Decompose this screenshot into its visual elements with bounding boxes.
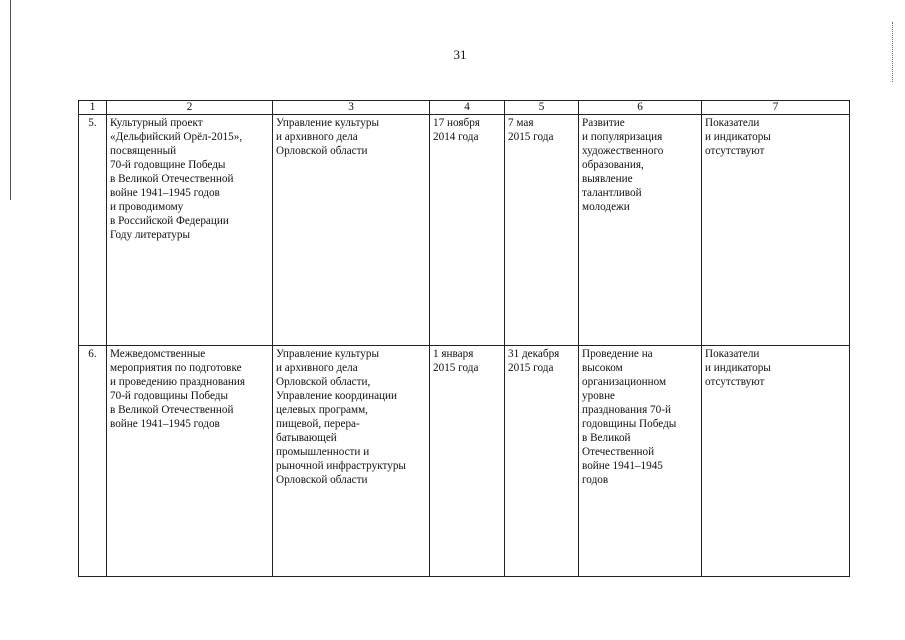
table-row — [79, 115, 850, 346]
start-date: 1 января 2015 года — [430, 346, 505, 577]
column-number: 3 — [273, 101, 430, 115]
page-number: 31 — [453, 47, 467, 62]
indicators: Показатели и индикаторы отсутствуют — [702, 346, 850, 577]
row-number: 6. — [79, 346, 107, 577]
column-number-row — [79, 101, 850, 115]
measure-name: Межведомственные мероприятия по подготовке и проведению празднования 70-й годовщины Победы в Великой Отечественной войне 1941–1945 годов — [107, 346, 273, 577]
column-number: 2 — [107, 101, 273, 115]
scan-edge-mark — [892, 22, 896, 82]
executor: Управление культуры и архивного дела Орловской области, Управление координации целевых программ, пищевой, перера- батывающей промышленности и рыночной инфраструктуры Орловской области — [273, 346, 430, 577]
column-number: 6 — [579, 101, 702, 115]
column-number: 5 — [505, 101, 579, 115]
expected-result: Развитие и популяризация художественного образования, выявление талантливой молодежи — [579, 115, 702, 346]
end-date: 7 мая 2015 года — [505, 115, 579, 346]
row-number: 5. — [79, 115, 107, 346]
executor: Управление культуры и архивного дела Орловской области — [273, 115, 430, 346]
measure-name: Культурный проект «Дельфийский Орёл-2015», посвященный 70-й годовщине Победы в Великой Отечественной войне 1941–1945 годов и проводимому в Российской Федерации Году литературы — [107, 115, 273, 346]
left-margin-rule — [10, 0, 11, 200]
measures-table — [78, 100, 850, 577]
column-number: 4 — [430, 101, 505, 115]
table-row — [79, 346, 850, 577]
start-date: 17 ноября 2014 года — [430, 115, 505, 346]
column-number: 1 — [79, 101, 107, 115]
end-date: 31 декабря 2015 года — [505, 346, 579, 577]
column-number: 7 — [702, 101, 850, 115]
expected-result: Проведение на высоком организационном уровне празднования 70-й годовщины Победы в Великой Отечественной войне 1941–1945 годов — [579, 346, 702, 577]
indicators: Показатели и индикаторы отсутствуют — [702, 115, 850, 346]
